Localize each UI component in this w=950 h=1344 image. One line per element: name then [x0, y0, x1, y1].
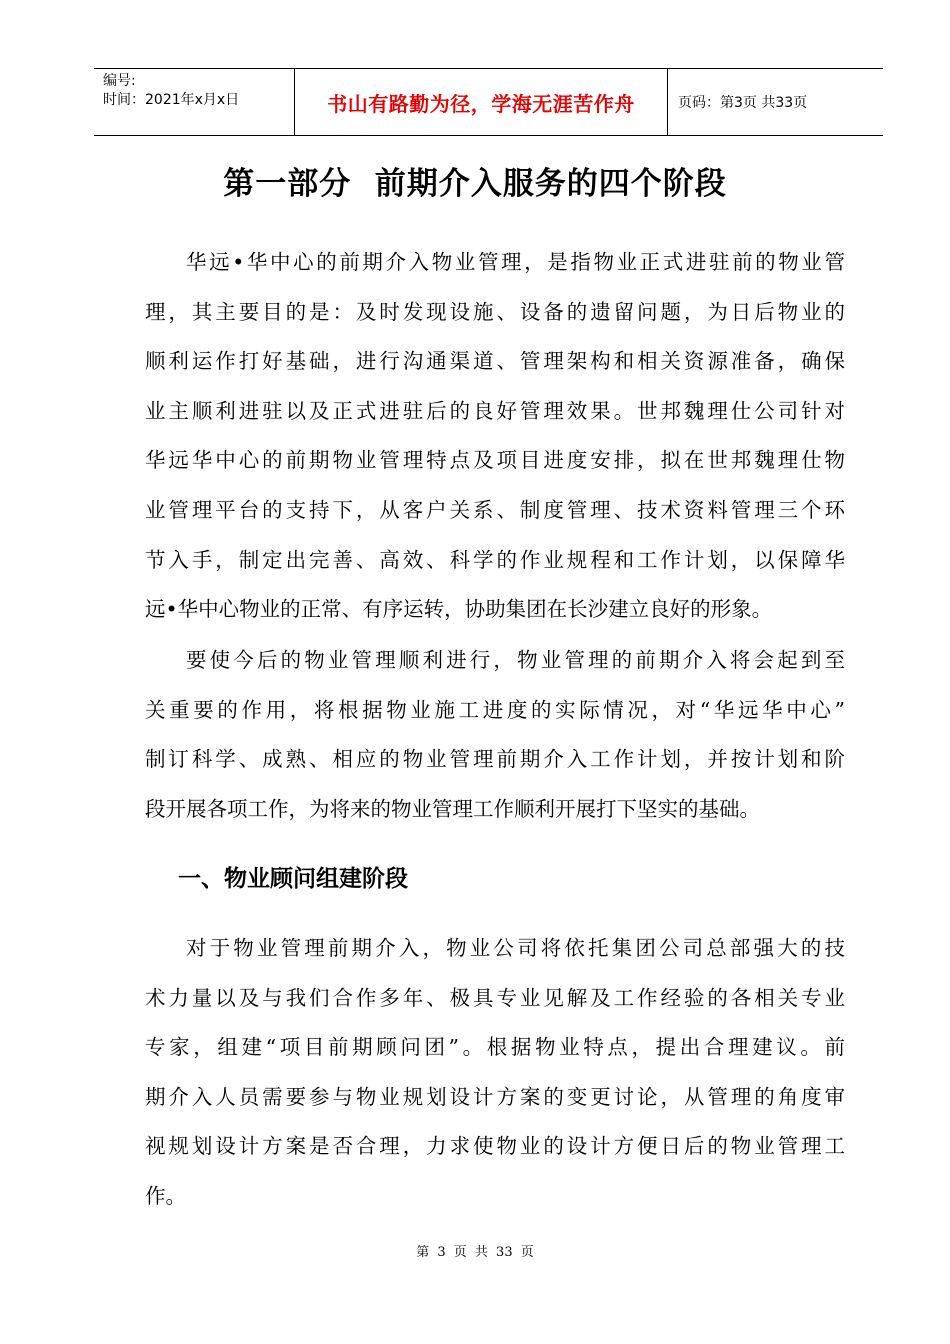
- paragraph-line: 理，其主要目的是：及时发现设施、设备的遗留问题，为日后物业的: [145, 299, 845, 324]
- document-title: 第一部分 前期介入服务的四个阶段: [223, 166, 727, 202]
- paragraph-line: 华远华中心的前期物业管理特点及项目进度安排，拟在世邦魏理仕物: [145, 448, 845, 473]
- paragraph-line: 视规划设计方案是否合理，力求使物业的设计方便日后的物业管理工: [145, 1134, 845, 1159]
- paragraph-line: 对于物业管理前期介入，物业公司将依托集团公司总部强大的技: [186, 936, 845, 960]
- paragraph-line: 业管理平台的支持下，从客户关系、制度管理、技术资料管理三个环: [145, 497, 845, 522]
- paragraph-line: 远•华中心物业的正常、有序运转，协助集团在长沙建立良好的形象。: [145, 597, 773, 622]
- paragraph-line: 专家，组建“项目前期顾问团”。根据物业特点，提出合理建议。前: [145, 1035, 845, 1060]
- paragraph-line: 关重要的作用，将根据物业施工进度的实际情况，对“华远华中心”: [145, 697, 845, 722]
- header-page-info: 页码：第3页 共33页: [678, 95, 808, 111]
- date-line: 时间：2021年x月x日: [103, 92, 240, 108]
- paragraph-line: 要使今后的物业管理顺利进行，物业管理的前期介入将会起到至: [186, 648, 845, 672]
- paragraph-line: 华远•华中心的前期介入物业管理，是指物业正式进驻前的物业管: [186, 250, 845, 274]
- paragraph-intro: [145, 238, 845, 635]
- paragraph-line: 节入手，制定出完善、高效、科学的作业规程和工作计划，以保障华: [145, 547, 845, 572]
- serial-number-label: 编号:: [103, 73, 136, 89]
- page-footer: 第 3 页 共 33 页: [416, 1245, 534, 1260]
- header-motto: 书山有路勤为径，学海无涯苦作舟: [295, 69, 668, 135]
- paragraph-line: 顺利运作打好基础，进行沟通渠道、管理架构和相关资源准备，确保: [145, 349, 845, 374]
- paragraph-line: 段开展各项工作，为将来的物业管理工作顺利开展打下坚实的基础。: [145, 796, 760, 821]
- paragraph-line: 术力量以及与我们合作多年、极具专业见解及工作经验的各相关专业: [145, 985, 845, 1010]
- section-heading: 一、物业顾问组建阶段: [178, 866, 408, 892]
- paragraph-line: 制订科学、成熟、相应的物业管理前期介入工作计划，并按计划和阶: [145, 747, 845, 772]
- paragraph-importance: [145, 636, 845, 834]
- page-header: [94, 68, 883, 136]
- paragraph-line: 业主顺利进驻以及正式进驻后的良好管理效果。世邦魏理仕公司针对: [145, 398, 845, 423]
- paragraph-line: 作。: [145, 1183, 186, 1208]
- paragraph-advisory-team: [145, 924, 845, 1222]
- paragraph-line: 期介入人员需要参与物业规划设计方案的变更讨论，从管理的角度审: [145, 1084, 845, 1109]
- header-meta-cell: [94, 69, 295, 135]
